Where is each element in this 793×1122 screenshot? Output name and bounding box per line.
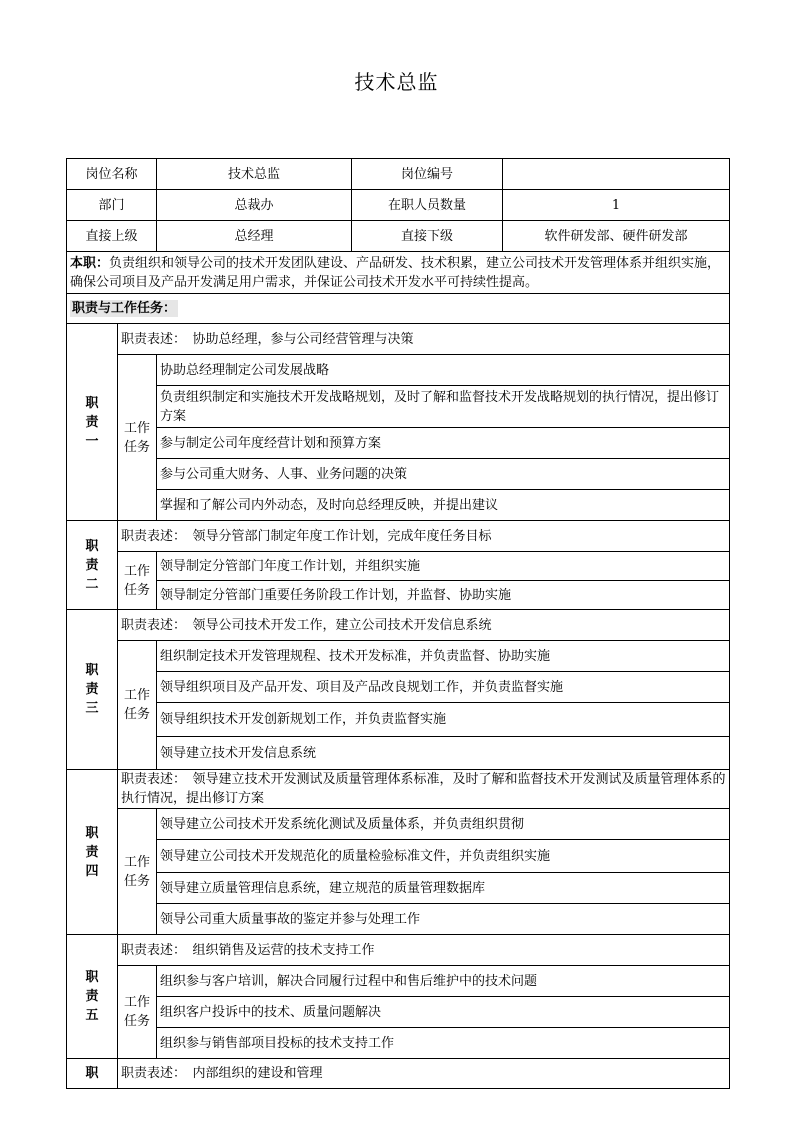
duty-4-name-char: 职 xyxy=(85,825,99,841)
duty-1-name-char: 责 xyxy=(85,414,99,430)
duties-header: 职责与工作任务： xyxy=(72,301,177,316)
duty-2-name-char: 责 xyxy=(85,557,99,573)
label-position-name: 岗位名称 xyxy=(67,159,157,190)
value-department: 总裁办 xyxy=(157,190,352,221)
duty-statement-row xyxy=(67,324,730,355)
duty-5-name-char: 职 xyxy=(85,970,99,985)
work-task-label-text: 工作 xyxy=(124,995,151,1010)
job-description-table xyxy=(66,158,730,1089)
value-position-code xyxy=(503,159,730,190)
task-item: 协助总经理制定公司发展战略 xyxy=(157,355,730,386)
duty-2-name-char: 职 xyxy=(85,538,99,554)
label-direct-superior: 直接上级 xyxy=(67,221,157,252)
summary-text: 负责组织和领导公司的技术开发团队建设、产品研发、技术积累，建立公司技术开发管理体系并组织实施，确保公司项目及产品开发满足用户需求，并保证公司技术开发水平可持续性提高。 xyxy=(70,255,721,290)
task-row xyxy=(67,809,730,840)
work-task-label xyxy=(118,641,157,770)
duty-statement-row xyxy=(67,770,730,809)
task-row xyxy=(67,840,730,873)
work-task-label xyxy=(118,809,157,935)
task-item: 参与制定公司年度经营计划和预算方案 xyxy=(157,428,730,459)
duty-3-statement: 职责表述： 领导公司技术开发工作，建立公司技术开发信息系统 xyxy=(118,610,730,641)
task-item: 组织参与客户培训，解决合同履行过程中和售后维护中的技术问题 xyxy=(157,966,730,997)
work-task-label-text: 工作 xyxy=(124,854,151,870)
task-item: 领导建立公司技术开发规范化的质量检验标准文件，并负责组织实施 xyxy=(157,840,730,873)
task-item: 组织参与销售部项目投标的技术支持工作 xyxy=(157,1028,730,1059)
label-department: 部门 xyxy=(67,190,157,221)
task-item: 组织制定技术开发管理规程、技术开发标准，并负责监督、协助实施 xyxy=(157,641,730,672)
duty-statement-row xyxy=(67,935,730,966)
task-row xyxy=(67,672,730,703)
task-row xyxy=(67,386,730,428)
duty-1-name-char: 一 xyxy=(85,433,99,449)
summary-row xyxy=(67,252,730,294)
task-item: 领导制定分管部门年度工作计划，并组织实施 xyxy=(157,552,730,581)
task-item: 领导建立技术开发信息系统 xyxy=(157,737,730,770)
work-task-label-text: 任务 xyxy=(124,707,151,722)
duty-2-statement: 职责表述： 领导分管部门制定年度工作计划，完成年度任务目标 xyxy=(118,521,730,552)
task-row xyxy=(67,997,730,1028)
duty-4-statement: 职责表述： 领导建立技术开发测试及质量管理体系标准，及时了解和监督技术开发测试及质量管理体系的执行情况，提出修订方案 xyxy=(118,770,730,809)
task-row xyxy=(67,1028,730,1059)
value-position-name: 技术总监 xyxy=(157,159,352,190)
task-item: 领导建立质量管理信息系统，建立规范的质量管理数据库 xyxy=(157,873,730,904)
task-row xyxy=(67,490,730,521)
value-direct-superior: 总经理 xyxy=(157,221,352,252)
task-row xyxy=(67,641,730,672)
work-task-label-text: 任务 xyxy=(124,582,151,598)
task-item: 领导组织技术开发创新规划工作，并负责监督实施 xyxy=(157,703,730,737)
duty-4-name-char: 四 xyxy=(85,863,99,879)
duty-3-name-char: 责 xyxy=(85,682,99,697)
info-row xyxy=(67,221,730,252)
work-task-label xyxy=(118,552,157,610)
duty-statement-row xyxy=(67,610,730,641)
task-item: 领导组织项目及产品开发、项目及产品改良规划工作，并负责监督实施 xyxy=(157,672,730,703)
work-task-label-text: 工作 xyxy=(124,688,151,703)
task-row xyxy=(67,737,730,770)
duty-1-statement: 职责表述： 协助总经理，参与公司经营管理与决策 xyxy=(118,324,730,355)
task-row xyxy=(67,873,730,904)
task-item: 掌握和了解公司内外动态，及时向总经理反映，并提出建议 xyxy=(157,490,730,521)
task-row xyxy=(67,552,730,581)
work-task-label-text: 任务 xyxy=(124,439,151,455)
duty-statement-row xyxy=(67,521,730,552)
info-row xyxy=(67,159,730,190)
task-item: 组织客户投诉中的技术、质量问题解决 xyxy=(157,997,730,1028)
duty-5-statement: 职责表述： 组织销售及运营的技术支持工作 xyxy=(118,935,730,966)
duty-6-statement: 职责表述： 内部组织的建设和管理 xyxy=(118,1059,730,1089)
duty-2-name-char: 二 xyxy=(85,576,99,592)
duty-4-name-char: 责 xyxy=(85,844,99,860)
work-task-label xyxy=(118,355,157,521)
duties-header-row xyxy=(67,294,730,324)
work-task-label-text: 任务 xyxy=(124,1014,151,1029)
label-direct-subordinate: 直接下级 xyxy=(352,221,503,252)
task-row xyxy=(67,459,730,490)
task-item: 领导公司重大质量事故的鉴定并参与处理工作 xyxy=(157,904,730,935)
duties-header-cell xyxy=(67,294,730,324)
work-task-label-text: 任务 xyxy=(124,873,151,889)
duty-5-name xyxy=(67,935,118,1059)
duty-1-name xyxy=(67,324,118,521)
value-headcount: 1 xyxy=(503,190,730,221)
duty-3-name-char: 职 xyxy=(85,663,99,678)
task-row xyxy=(67,966,730,997)
duty-4-name xyxy=(67,770,118,935)
duty-2-name xyxy=(67,521,118,610)
work-task-label-text: 工作 xyxy=(124,420,151,436)
task-item: 参与公司重大财务、人事、业务问题的决策 xyxy=(157,459,730,490)
duty-3-name-char: 三 xyxy=(85,701,99,716)
duty-1-name-char: 职 xyxy=(85,395,99,411)
task-item: 领导制定分管部门重要任务阶段工作计划，并监督、协助实施 xyxy=(157,581,730,610)
label-headcount: 在职人员数量 xyxy=(352,190,503,221)
duty-5-name-char: 责 xyxy=(85,989,99,1004)
duty-5-name-char: 五 xyxy=(85,1008,99,1023)
task-row xyxy=(67,581,730,610)
task-row xyxy=(67,428,730,459)
summary-label: 本职： xyxy=(70,255,110,271)
task-row xyxy=(67,904,730,935)
task-row xyxy=(67,703,730,737)
duty-6-name-char: 职 xyxy=(85,1066,99,1081)
work-task-label-text: 工作 xyxy=(124,563,151,579)
label-position-code: 岗位编号 xyxy=(352,159,503,190)
duty-6-name xyxy=(67,1059,118,1089)
info-row xyxy=(67,190,730,221)
task-row xyxy=(67,355,730,386)
page-title: 技术总监 xyxy=(354,70,439,94)
task-item: 负责组织制定和实施技术开发战略规划，及时了解和监督技术开发战略规划的执行情况，提出修订方案 xyxy=(157,386,730,428)
value-direct-subordinate: 软件研发部、硬件研发部 xyxy=(503,221,730,252)
summary-cell xyxy=(67,252,730,294)
work-task-label xyxy=(118,966,157,1059)
duty-statement-row xyxy=(67,1059,730,1089)
duty-3-name xyxy=(67,610,118,770)
task-item: 领导建立公司技术开发系统化测试及质量体系，并负责组织贯彻 xyxy=(157,809,730,840)
